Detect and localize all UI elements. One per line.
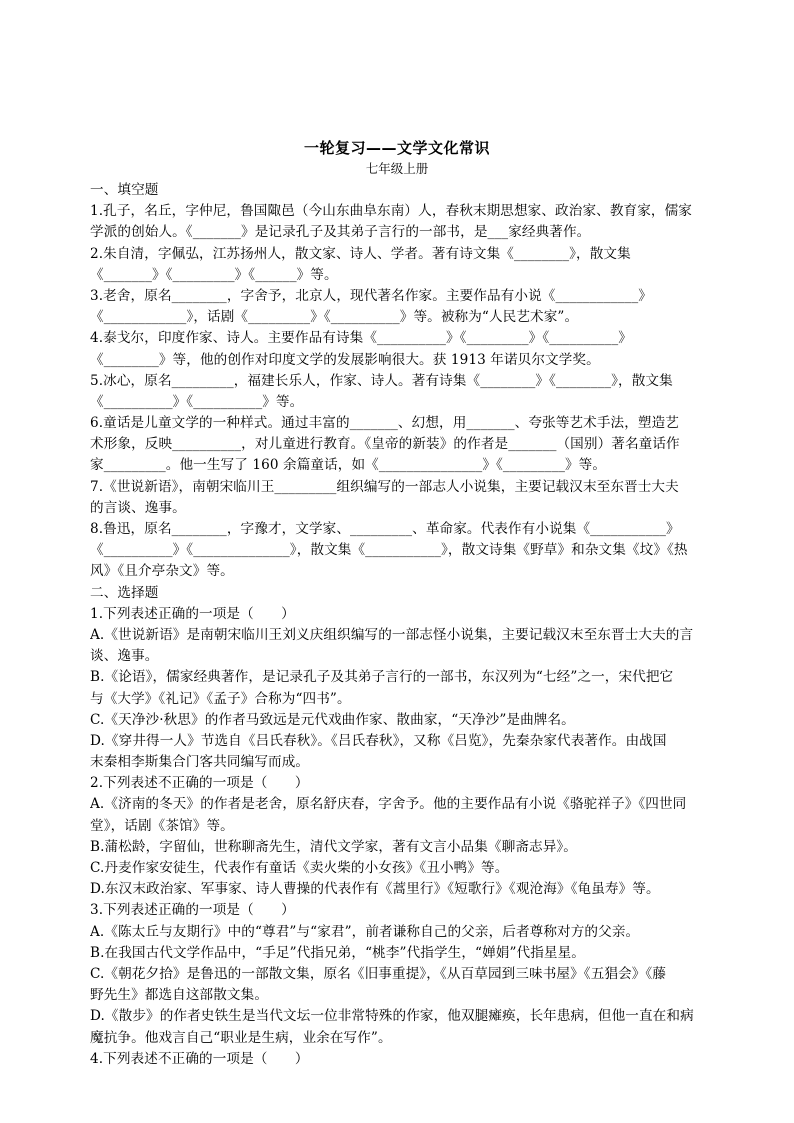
text-line: 与《大学》《礼记》《孟子》合称为“四书”。 [90, 690, 351, 707]
text-line: 《__________》《______________》，散文集《___________》，散文诗集《野草》和杂文集《坟》《热 [90, 542, 688, 559]
text-line: 7.《世说新语》，南朝宋临川王_________组织编写的一部志人小说集，主要记载汉末至东晋士大夫 [90, 478, 679, 495]
text-line: 家_________。他一生写了 160 余篇童话，如《_______________》《_________》等。 [90, 457, 607, 474]
text-line: 3.下列表述正确的一项是（ ） [90, 902, 295, 919]
text-line: 学派的创始人。《_______》是记录孔子及其弟子言行的一部书，是___家经典著作。 [90, 224, 591, 241]
text-line: C.《天净沙·秋思》的作者马致远是元代戏曲作家、散曲家，“天净沙”是曲牌名。 [90, 711, 575, 728]
text-line: 术形象，反映__________，对儿童进行教育。《皇帝的新装》的作者是_______（国别）著名童话作 [90, 436, 680, 453]
page-subtitle: 七年级上册 [365, 161, 429, 176]
text-line: 3.老舍，原名________，字舍予，北京人，现代著名作家。主要作品有小说《____________》 [90, 287, 652, 304]
text-line: 5.冰心，原名_________，福建长乐人，作家、诗人。著有诗集《________》《________》，散文集 [90, 372, 673, 389]
text-line: A.《济南的冬天》的作者是老舍，原名舒庆春，字舍予。他的主要作品有小说《骆驼祥子》《四世同 [90, 796, 687, 813]
text-line: 的言谈、逸事。 [90, 499, 186, 516]
text-line: D.东汉末政治家、军事家、诗人曹操的代表作有《蒿里行》《短歌行》《观沧海》《龟虽寿》等。 [90, 881, 660, 898]
text-line: B.《论语》，儒家经典著作，是记录孔子及其弟子言行的一部书，东汉列为“七经”之一，宋代把它 [90, 669, 674, 686]
text-line: D.《穿井得一人》节选自《吕氏春秋》。《吕氏春秋》，又称《吕览》，先秦杂家代表著作。由战国 [90, 732, 667, 749]
text-line: 末秦相李斯集合门客共同编写而成。 [90, 754, 310, 771]
text-line: 《_______》《_________》《______》等。 [90, 266, 338, 283]
text-line: 8.鲁迅，原名________，字豫才，文学家、_________、革命家。代表作有小说集《___________》 [90, 521, 680, 537]
text-line: 一、填空题 [90, 182, 159, 198]
text-line: 4.下列表述不正确的一项是（ ） [90, 1050, 309, 1067]
text-line: B.在我国古代文学作品中，“手足”代指兄弟，“桃李”代指学生，“婵娟”代指星星。 [90, 944, 586, 961]
document-body [90, 180, 706, 1070]
text-line: 《__________》《__________》等。 [90, 393, 304, 410]
text-line: 谈、逸事。 [90, 648, 159, 665]
text-line: A.《陈太丘与友期行》中的“尊君”与“家君”，前者谦称自己的父亲，后者尊称对方的父亲。 [90, 923, 640, 940]
text-line: B.蒲松龄，字留仙，世称聊斋先生，清代文学家，著有文言小品集《聊斋志异》。 [90, 838, 577, 855]
text-line: 2.朱自清，字佩弘，江苏扬州人，散文家、诗人、学者。著有诗文集《________》，散文集 [90, 245, 631, 262]
text-line: C.《朝花夕拾》是鲁迅的一部散文集，原名《旧事重提》，《从百草园到三味书屋》《五猖会》《藤 [90, 965, 667, 982]
text-line: 《________》等，他的创作对印度文学的发展影响很大。获 1913 年诺贝尔文学奖。 [90, 351, 600, 368]
text-line: 1.下列表述正确的一项是（ ） [90, 605, 295, 622]
text-line: 野先生》都选自这部散文集。 [90, 987, 269, 1004]
text-line: D.《散步》的作者史铁生是当代文坛一位非常特殊的作家，他双腿瘫痪，长年患病，但他一直在和病 [90, 1008, 694, 1025]
text-line: A.《世说新语》是南朝宋临川王刘义庆组织编写的一部志怪小说集，主要记载汉末至东晋士大夫的言 [90, 626, 694, 643]
text-line: 风》《且介亭杂文》等。 [90, 563, 234, 580]
text-line: 魔抗争。他戏言自己“职业是生病，业余在写作”。 [90, 1029, 392, 1046]
text-line: 4.泰戈尔，印度作家、诗人。主要作品有诗集《__________》《_________》《__________》 [90, 330, 632, 347]
text-line: 1.孔子，名丘，字仲尼，鲁国陬邑（今山东曲阜东南）人，春秋末期思想家、政治家、教育家，儒家 [90, 203, 692, 220]
text-line: 堂》，话剧《茶馆》等。 [90, 817, 234, 834]
text-line: 2.下列表述不正确的一项是（ ） [90, 775, 309, 792]
text-line: 二、选择题 [90, 584, 159, 601]
page-title: 一轮复习——文学文化常识 [303, 139, 490, 157]
text-line: 《____________》，话剧《_________》《__________》等。被称为“人民艺术家”。 [90, 309, 579, 326]
text-line: C.丹麦作家安徒生，代表作有童话《卖火柴的小女孩》《丑小鸭》等。 [90, 860, 509, 876]
text-line: 6.童话是儿童文学的一种样式。通过丰富的_______、幻想，用_______、夸张等艺术手法，塑造艺 [90, 415, 680, 432]
